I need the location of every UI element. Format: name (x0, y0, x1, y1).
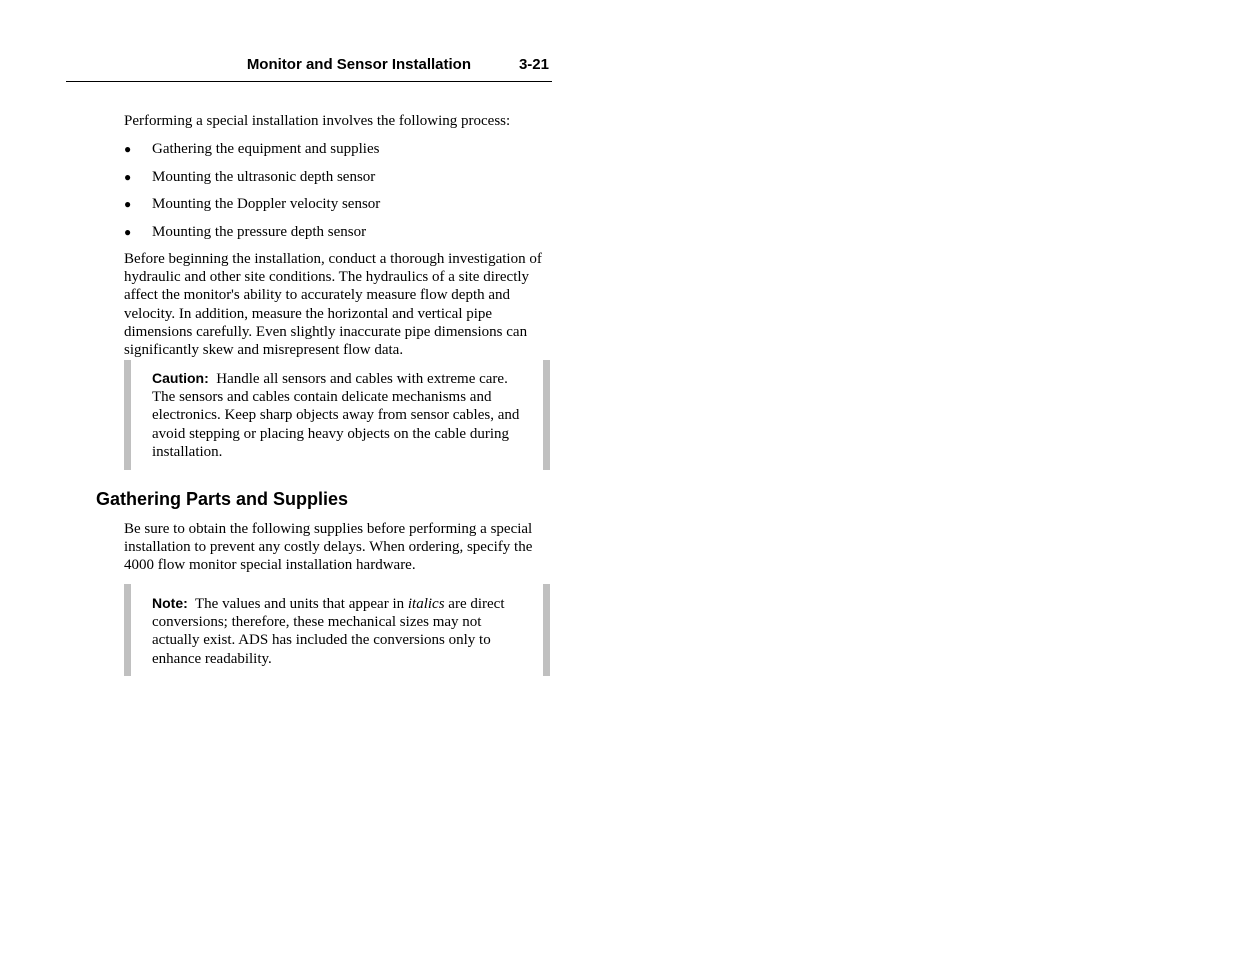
caution-label: Caution: (152, 370, 209, 386)
section-heading: Gathering Parts and Supplies (96, 489, 349, 509)
list-item-text: Mounting the ultrasonic depth sensor (152, 168, 376, 185)
process-step-list (124, 140, 554, 250)
list-item-text: Gathering the equipment and supplies (152, 141, 380, 157)
list-item (124, 223, 554, 251)
bullet-icon: ● (124, 197, 132, 212)
list-item-text: Mounting the pressure depth sensor (152, 223, 367, 240)
page-header (66, 52, 552, 82)
bullet-icon: ● (124, 224, 132, 239)
bullet-icon: ● (124, 142, 132, 156)
note-italic-word: italics (407, 596, 445, 612)
header-page-number: 3-21 (518, 56, 549, 73)
note-text-after: are direct conversions; therefore, these mechanical sizes may not actually exist. ADS has included the conversions only to enhance readability. (152, 596, 505, 667)
header-section-title: Monitor and Sensor Installation (246, 56, 471, 73)
note-label: Note: (152, 595, 188, 611)
caution-text: Handle all sensors and cables with extreme care. The sensors and cables contain delicate mechanisms and electronics. Keep sharp objects away from sensor cables, and avoid stepping or placing heavy objects on the cable during installation. (152, 371, 520, 460)
note-text-before: The values and units that appear in (195, 596, 405, 612)
list-item-text: Mounting the Doppler velocity sensor (152, 196, 381, 213)
note-callout (124, 584, 550, 676)
list-item (124, 195, 554, 223)
investigation-paragraph: Before beginning the installation, conduct a thorough investigation of hydraulic and other site conditions. The hydraulics of a site directly affect the monitor's ability to accurately measure flow depth and velocity. In addition, measure the horizontal and vertical pipe dimensions carefully. Even slightly inaccurate pipe dimensions can significantly skew and misrepresent flow data. (124, 251, 542, 359)
bullet-icon: ● (124, 169, 132, 184)
list-item (124, 168, 554, 196)
list-item (124, 140, 554, 168)
intro-text: Performing a special installation involves the following process: (124, 113, 511, 129)
caution-callout (124, 360, 550, 470)
supplies-paragraph: Be sure to obtain the following supplies before performing a special installation to prevent any costly delays. When ordering, specify the 4000 flow monitor special installation hardware. (124, 521, 533, 574)
